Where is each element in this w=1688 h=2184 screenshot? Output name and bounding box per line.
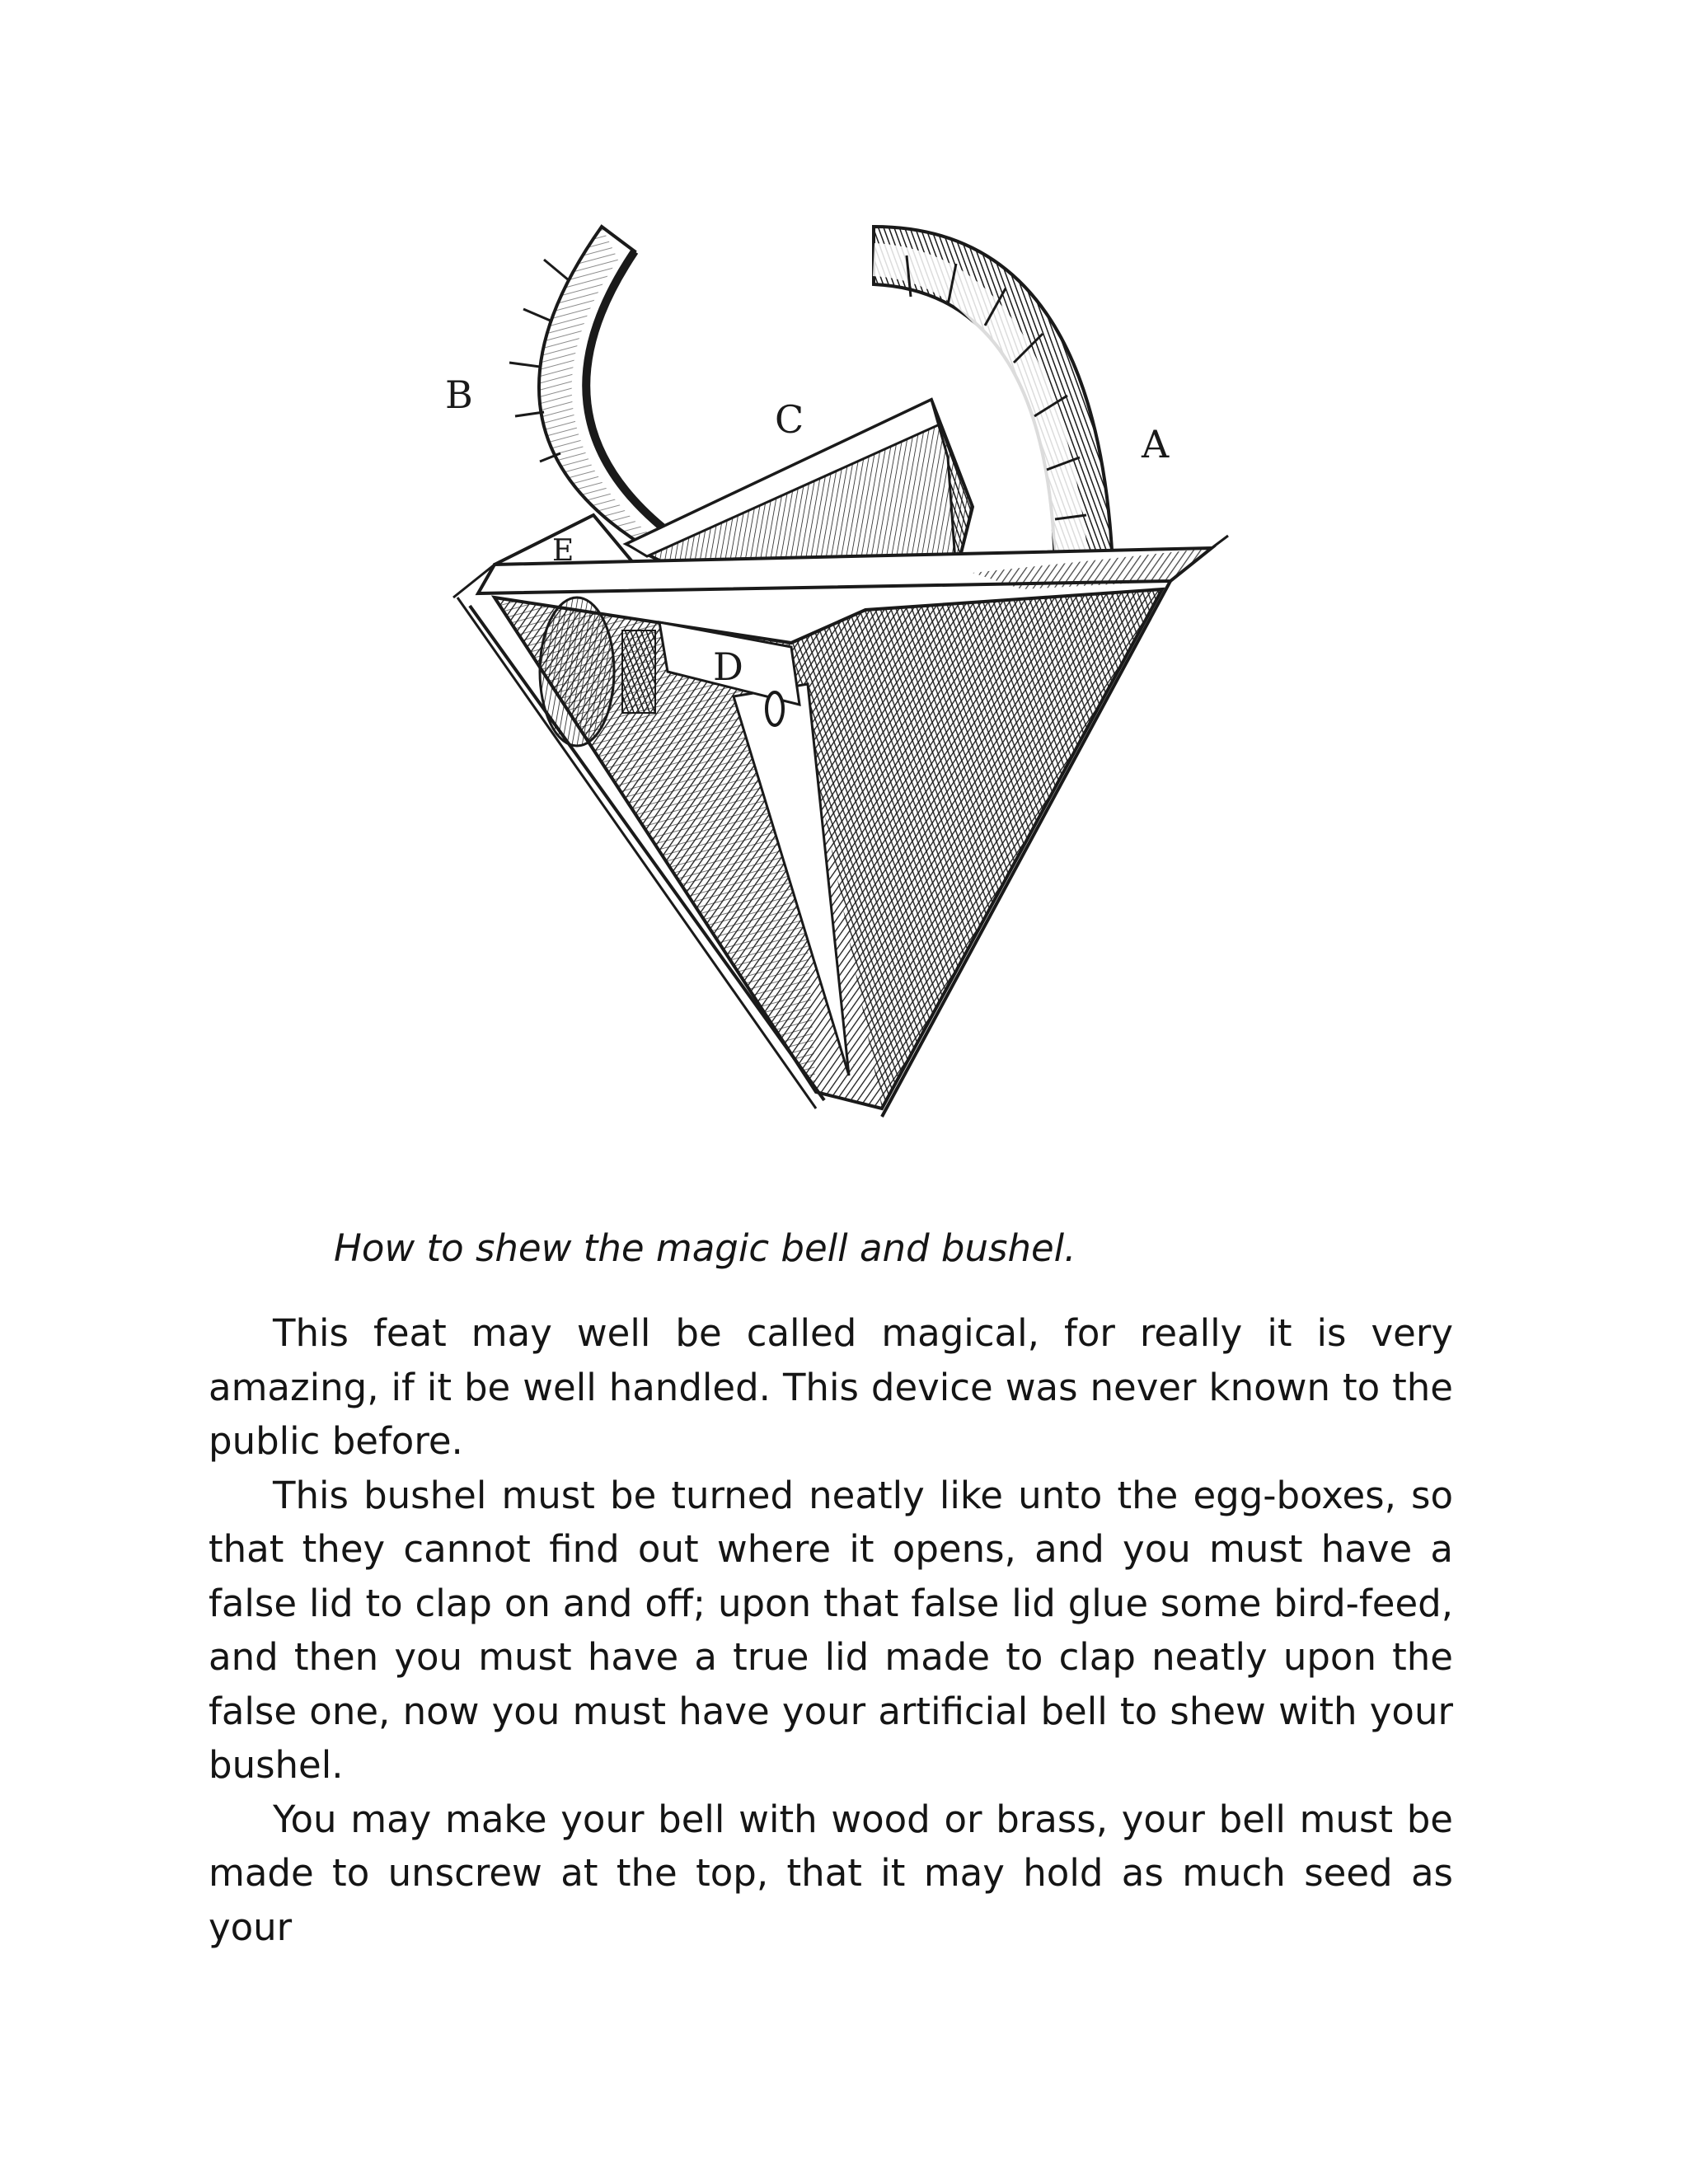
woodcut-illustration [445, 210, 1236, 1133]
paragraph-2: This bushel must be turned neatly like unto the egg-boxes, so that they cannot find out where it opens, and you must have a false lid to clap on and off; upon that false lid glue some bird-feed, and then you must have a true lid made to clap neatly upon the false one, now you must have your artificial bell to shew with your bushel. [209, 1473, 1453, 1787]
arc-b [509, 227, 668, 540]
label-a: A [1142, 422, 1170, 466]
figure-caption: How to shew the magic bell and bushel. [334, 1226, 1076, 1270]
label-e: E [552, 534, 574, 568]
bushel-bell-diagram [445, 210, 1236, 1133]
paragraph-3: You may make your bell with wood or brass, your bell must be made to unscrew at the top, that it may hold as much seed as your [209, 1797, 1453, 1949]
label-c: C [775, 397, 804, 442]
paragraph-1: This feat may well be called magical, for really it is very amazing, if it be well handled. This device was never known to the public before. [209, 1311, 1453, 1463]
label-d: D [713, 644, 743, 689]
label-b: B [445, 373, 473, 417]
body-text [209, 1306, 1453, 1954]
